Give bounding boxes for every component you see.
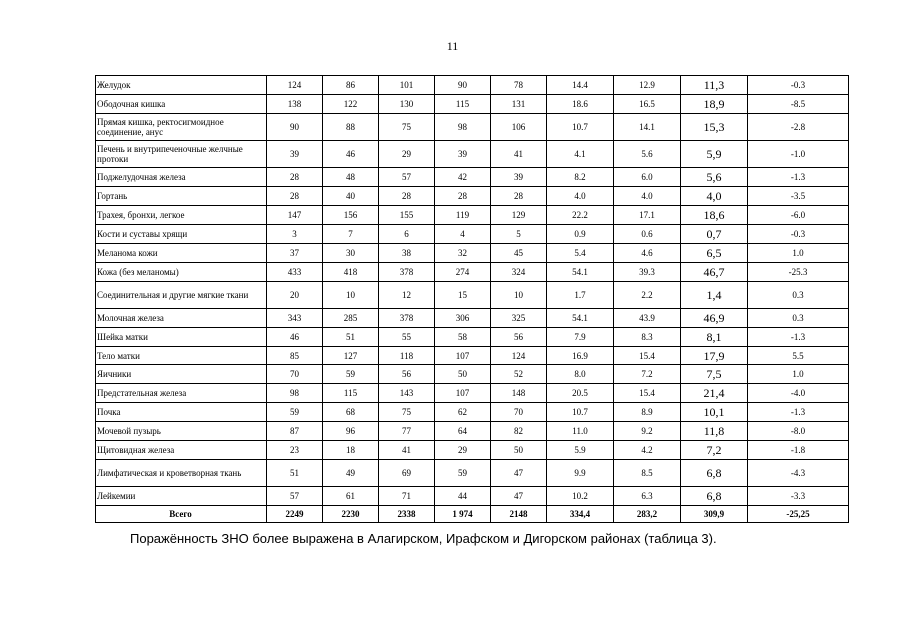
value-cell: 6.3 (614, 487, 681, 506)
table-row (96, 347, 849, 365)
site-cell: Соединительная и другие мягкие ткани (96, 282, 267, 309)
value-cell: 46,9 (681, 309, 748, 328)
site-cell: Тело матки (96, 347, 267, 365)
value-cell: 433 (267, 263, 323, 282)
value-cell: 283,2 (614, 506, 681, 523)
value-cell: 96 (323, 422, 379, 441)
value-cell: 6,8 (681, 487, 748, 506)
value-cell: 7,2 (681, 441, 748, 460)
value-cell: -25.3 (748, 263, 849, 282)
value-cell: 124 (267, 76, 323, 95)
table-row (96, 282, 849, 309)
value-cell: 2148 (491, 506, 547, 523)
value-cell: 5.4 (547, 244, 614, 263)
site-cell: Печень и внутрипеченочные желчные протоки (96, 141, 267, 168)
value-cell: -4.3 (748, 460, 849, 487)
value-cell: 131 (491, 95, 547, 114)
table-row (96, 225, 849, 244)
value-cell: 28 (435, 187, 491, 206)
site-cell: Шейка матки (96, 328, 267, 347)
value-cell: 5 (491, 225, 547, 244)
value-cell: 8.5 (614, 460, 681, 487)
value-cell: 51 (323, 328, 379, 347)
value-cell: 0.3 (748, 282, 849, 309)
site-cell: Гортань (96, 187, 267, 206)
value-cell: 70 (491, 403, 547, 422)
value-cell: 17.1 (614, 206, 681, 225)
value-cell: -1.0 (748, 141, 849, 168)
site-cell: Ободочная кишка (96, 95, 267, 114)
value-cell: 148 (491, 384, 547, 403)
value-cell: 20.5 (547, 384, 614, 403)
value-cell: 0.6 (614, 225, 681, 244)
value-cell: 43.9 (614, 309, 681, 328)
value-cell: 14.1 (614, 114, 681, 141)
value-cell: 18,6 (681, 206, 748, 225)
value-cell: 418 (323, 263, 379, 282)
value-cell: 20 (267, 282, 323, 309)
value-cell: 90 (435, 76, 491, 95)
value-cell: 75 (379, 114, 435, 141)
value-cell: 285 (323, 309, 379, 328)
value-cell: 6,5 (681, 244, 748, 263)
value-cell: 15,3 (681, 114, 748, 141)
value-cell: 5,9 (681, 141, 748, 168)
value-cell: 1.7 (547, 282, 614, 309)
value-cell: 85 (267, 347, 323, 365)
value-cell: 12 (379, 282, 435, 309)
value-cell: 8,1 (681, 328, 748, 347)
table-row (96, 384, 849, 403)
value-cell: 5.9 (547, 441, 614, 460)
value-cell: 115 (435, 95, 491, 114)
value-cell: 5,6 (681, 168, 748, 187)
table-row (96, 187, 849, 206)
value-cell: 18,9 (681, 95, 748, 114)
value-cell: 62 (435, 403, 491, 422)
site-cell: Предстательная железа (96, 384, 267, 403)
table-row (96, 76, 849, 95)
value-cell: 11,8 (681, 422, 748, 441)
value-cell: 4.0 (614, 187, 681, 206)
value-cell: 107 (435, 347, 491, 365)
value-cell: -2.8 (748, 114, 849, 141)
site-cell: Мочевой пузырь (96, 422, 267, 441)
site-cell: Всего (96, 506, 267, 523)
value-cell: 143 (379, 384, 435, 403)
value-cell: -25,25 (748, 506, 849, 523)
value-cell: -3.5 (748, 187, 849, 206)
value-cell: 11,3 (681, 76, 748, 95)
value-cell: -1.8 (748, 441, 849, 460)
value-cell: 127 (323, 347, 379, 365)
value-cell: 49 (323, 460, 379, 487)
value-cell: 56 (491, 328, 547, 347)
value-cell: 28 (267, 168, 323, 187)
value-cell: 71 (379, 487, 435, 506)
value-cell: 10.2 (547, 487, 614, 506)
table-row (96, 206, 849, 225)
value-cell: 98 (267, 384, 323, 403)
value-cell: 18 (323, 441, 379, 460)
value-cell: 378 (379, 309, 435, 328)
value-cell: 23 (267, 441, 323, 460)
value-cell: 40 (323, 187, 379, 206)
value-cell: 57 (379, 168, 435, 187)
value-cell: 41 (491, 141, 547, 168)
value-cell: 28 (267, 187, 323, 206)
value-cell: 57 (267, 487, 323, 506)
value-cell: 28 (491, 187, 547, 206)
value-cell: 4 (435, 225, 491, 244)
table-row (96, 403, 849, 422)
value-cell: 69 (379, 460, 435, 487)
value-cell: 64 (435, 422, 491, 441)
value-cell: 50 (435, 365, 491, 384)
value-cell: 39 (435, 141, 491, 168)
table-row (96, 460, 849, 487)
value-cell: 7,5 (681, 365, 748, 384)
value-cell: -0.3 (748, 76, 849, 95)
value-cell: 5.6 (614, 141, 681, 168)
value-cell: 138 (267, 95, 323, 114)
value-cell: 325 (491, 309, 547, 328)
value-cell: 130 (379, 95, 435, 114)
value-cell: 119 (435, 206, 491, 225)
value-cell: 41 (379, 441, 435, 460)
value-cell: 30 (323, 244, 379, 263)
value-cell: 32 (435, 244, 491, 263)
value-cell: 46 (323, 141, 379, 168)
value-cell: 274 (435, 263, 491, 282)
value-cell: 15.4 (614, 384, 681, 403)
value-cell: 11.0 (547, 422, 614, 441)
table-row (96, 141, 849, 168)
value-cell: 51 (267, 460, 323, 487)
incidence-table (95, 75, 849, 523)
total-row (96, 506, 849, 523)
value-cell: 6,8 (681, 460, 748, 487)
table-row (96, 309, 849, 328)
value-cell: 54.1 (547, 263, 614, 282)
table-row (96, 422, 849, 441)
value-cell: -1.3 (748, 168, 849, 187)
value-cell: 59 (323, 365, 379, 384)
value-cell: 10 (491, 282, 547, 309)
value-cell: 8.0 (547, 365, 614, 384)
value-cell: 6 (379, 225, 435, 244)
value-cell: 6.0 (614, 168, 681, 187)
value-cell: 334,4 (547, 506, 614, 523)
value-cell: 17,9 (681, 347, 748, 365)
value-cell: 77 (379, 422, 435, 441)
value-cell: 0.3 (748, 309, 849, 328)
site-cell: Молочная железа (96, 309, 267, 328)
value-cell: 38 (379, 244, 435, 263)
value-cell: 2249 (267, 506, 323, 523)
table-row (96, 365, 849, 384)
value-cell: 7.2 (614, 365, 681, 384)
value-cell: 7 (323, 225, 379, 244)
value-cell: 90 (267, 114, 323, 141)
value-cell: 42 (435, 168, 491, 187)
table-row (96, 441, 849, 460)
site-cell: Желудок (96, 76, 267, 95)
site-cell: Лейкемии (96, 487, 267, 506)
value-cell: -6.0 (748, 206, 849, 225)
value-cell: 45 (491, 244, 547, 263)
value-cell: -1.3 (748, 403, 849, 422)
value-cell: 0.9 (547, 225, 614, 244)
value-cell: 39.3 (614, 263, 681, 282)
caption-text: Поражённость ЗНО более выражена в Алагирском, Ирафском и Дигорском районах (таблица 3). (130, 531, 717, 546)
value-cell: 47 (491, 460, 547, 487)
value-cell: 82 (491, 422, 547, 441)
value-cell: 39 (267, 141, 323, 168)
value-cell: 1,4 (681, 282, 748, 309)
value-cell: 56 (379, 365, 435, 384)
value-cell: 8.3 (614, 328, 681, 347)
value-cell: 7.9 (547, 328, 614, 347)
value-cell: 10.7 (547, 114, 614, 141)
value-cell: 107 (435, 384, 491, 403)
site-cell: Щитовидная железа (96, 441, 267, 460)
value-cell: 101 (379, 76, 435, 95)
value-cell: 124 (491, 347, 547, 365)
value-cell: 115 (323, 384, 379, 403)
site-cell: Яичники (96, 365, 267, 384)
table-row (96, 95, 849, 114)
value-cell: 59 (435, 460, 491, 487)
table-row (96, 263, 849, 282)
site-cell: Поджелудочная железа (96, 168, 267, 187)
value-cell: 8.9 (614, 403, 681, 422)
value-cell: 129 (491, 206, 547, 225)
value-cell: 118 (379, 347, 435, 365)
value-cell: -1.3 (748, 328, 849, 347)
value-cell: 29 (435, 441, 491, 460)
value-cell: 12.9 (614, 76, 681, 95)
value-cell: 9.9 (547, 460, 614, 487)
value-cell: 309,9 (681, 506, 748, 523)
value-cell: 106 (491, 114, 547, 141)
site-cell: Трахея, бронхи, легкое (96, 206, 267, 225)
value-cell: 44 (435, 487, 491, 506)
value-cell: 122 (323, 95, 379, 114)
table-row (96, 168, 849, 187)
value-cell: 48 (323, 168, 379, 187)
value-cell: -0.3 (748, 225, 849, 244)
value-cell: 46 (267, 328, 323, 347)
table-row (96, 244, 849, 263)
value-cell: 61 (323, 487, 379, 506)
value-cell: 22.2 (547, 206, 614, 225)
value-cell: 155 (379, 206, 435, 225)
value-cell: 156 (323, 206, 379, 225)
value-cell: 378 (379, 263, 435, 282)
value-cell: 3 (267, 225, 323, 244)
value-cell: 87 (267, 422, 323, 441)
value-cell: 68 (323, 403, 379, 422)
table-row (96, 328, 849, 347)
value-cell: 8.2 (547, 168, 614, 187)
site-cell: Прямая кишка, ректосигмоидное соединение, анус (96, 114, 267, 141)
value-cell: 78 (491, 76, 547, 95)
value-cell: 86 (323, 76, 379, 95)
value-cell: 343 (267, 309, 323, 328)
value-cell: 14.4 (547, 76, 614, 95)
value-cell: -8.0 (748, 422, 849, 441)
value-cell: 75 (379, 403, 435, 422)
site-cell: Кости и суставы хрящи (96, 225, 267, 244)
value-cell: 2230 (323, 506, 379, 523)
site-cell: Почка (96, 403, 267, 422)
page-number: 11 (446, 39, 459, 53)
value-cell: 15 (435, 282, 491, 309)
value-cell: 21,4 (681, 384, 748, 403)
table-body (96, 76, 849, 523)
value-cell: 4.2 (614, 441, 681, 460)
value-cell: 15.4 (614, 347, 681, 365)
table-row (96, 114, 849, 141)
value-cell: 2.2 (614, 282, 681, 309)
value-cell: 39 (491, 168, 547, 187)
value-cell: 88 (323, 114, 379, 141)
value-cell: 147 (267, 206, 323, 225)
site-cell: Лимфатическая и кроветворная ткань (96, 460, 267, 487)
value-cell: 1.0 (748, 244, 849, 263)
value-cell: 16.5 (614, 95, 681, 114)
value-cell: 37 (267, 244, 323, 263)
site-cell: Меланома кожи (96, 244, 267, 263)
value-cell: 4.6 (614, 244, 681, 263)
value-cell: -3.3 (748, 487, 849, 506)
value-cell: 46,7 (681, 263, 748, 282)
value-cell: 4.0 (547, 187, 614, 206)
value-cell: 4.1 (547, 141, 614, 168)
value-cell: 1.0 (748, 365, 849, 384)
value-cell: 58 (435, 328, 491, 347)
value-cell: 324 (491, 263, 547, 282)
table-row (96, 487, 849, 506)
value-cell: 1 974 (435, 506, 491, 523)
value-cell: 10 (323, 282, 379, 309)
value-cell: 0,7 (681, 225, 748, 244)
value-cell: 4,0 (681, 187, 748, 206)
value-cell: 18.6 (547, 95, 614, 114)
value-cell: 306 (435, 309, 491, 328)
value-cell: 52 (491, 365, 547, 384)
value-cell: 2338 (379, 506, 435, 523)
value-cell: 16.9 (547, 347, 614, 365)
value-cell: -4.0 (748, 384, 849, 403)
value-cell: 59 (267, 403, 323, 422)
value-cell: 10.7 (547, 403, 614, 422)
value-cell: 29 (379, 141, 435, 168)
value-cell: -8.5 (748, 95, 849, 114)
value-cell: 47 (491, 487, 547, 506)
value-cell: 50 (491, 441, 547, 460)
value-cell: 55 (379, 328, 435, 347)
value-cell: 10,1 (681, 403, 748, 422)
value-cell: 70 (267, 365, 323, 384)
value-cell: 98 (435, 114, 491, 141)
value-cell: 28 (379, 187, 435, 206)
value-cell: 9.2 (614, 422, 681, 441)
value-cell: 5.5 (748, 347, 849, 365)
value-cell: 54.1 (547, 309, 614, 328)
site-cell: Кожа (без меланомы) (96, 263, 267, 282)
